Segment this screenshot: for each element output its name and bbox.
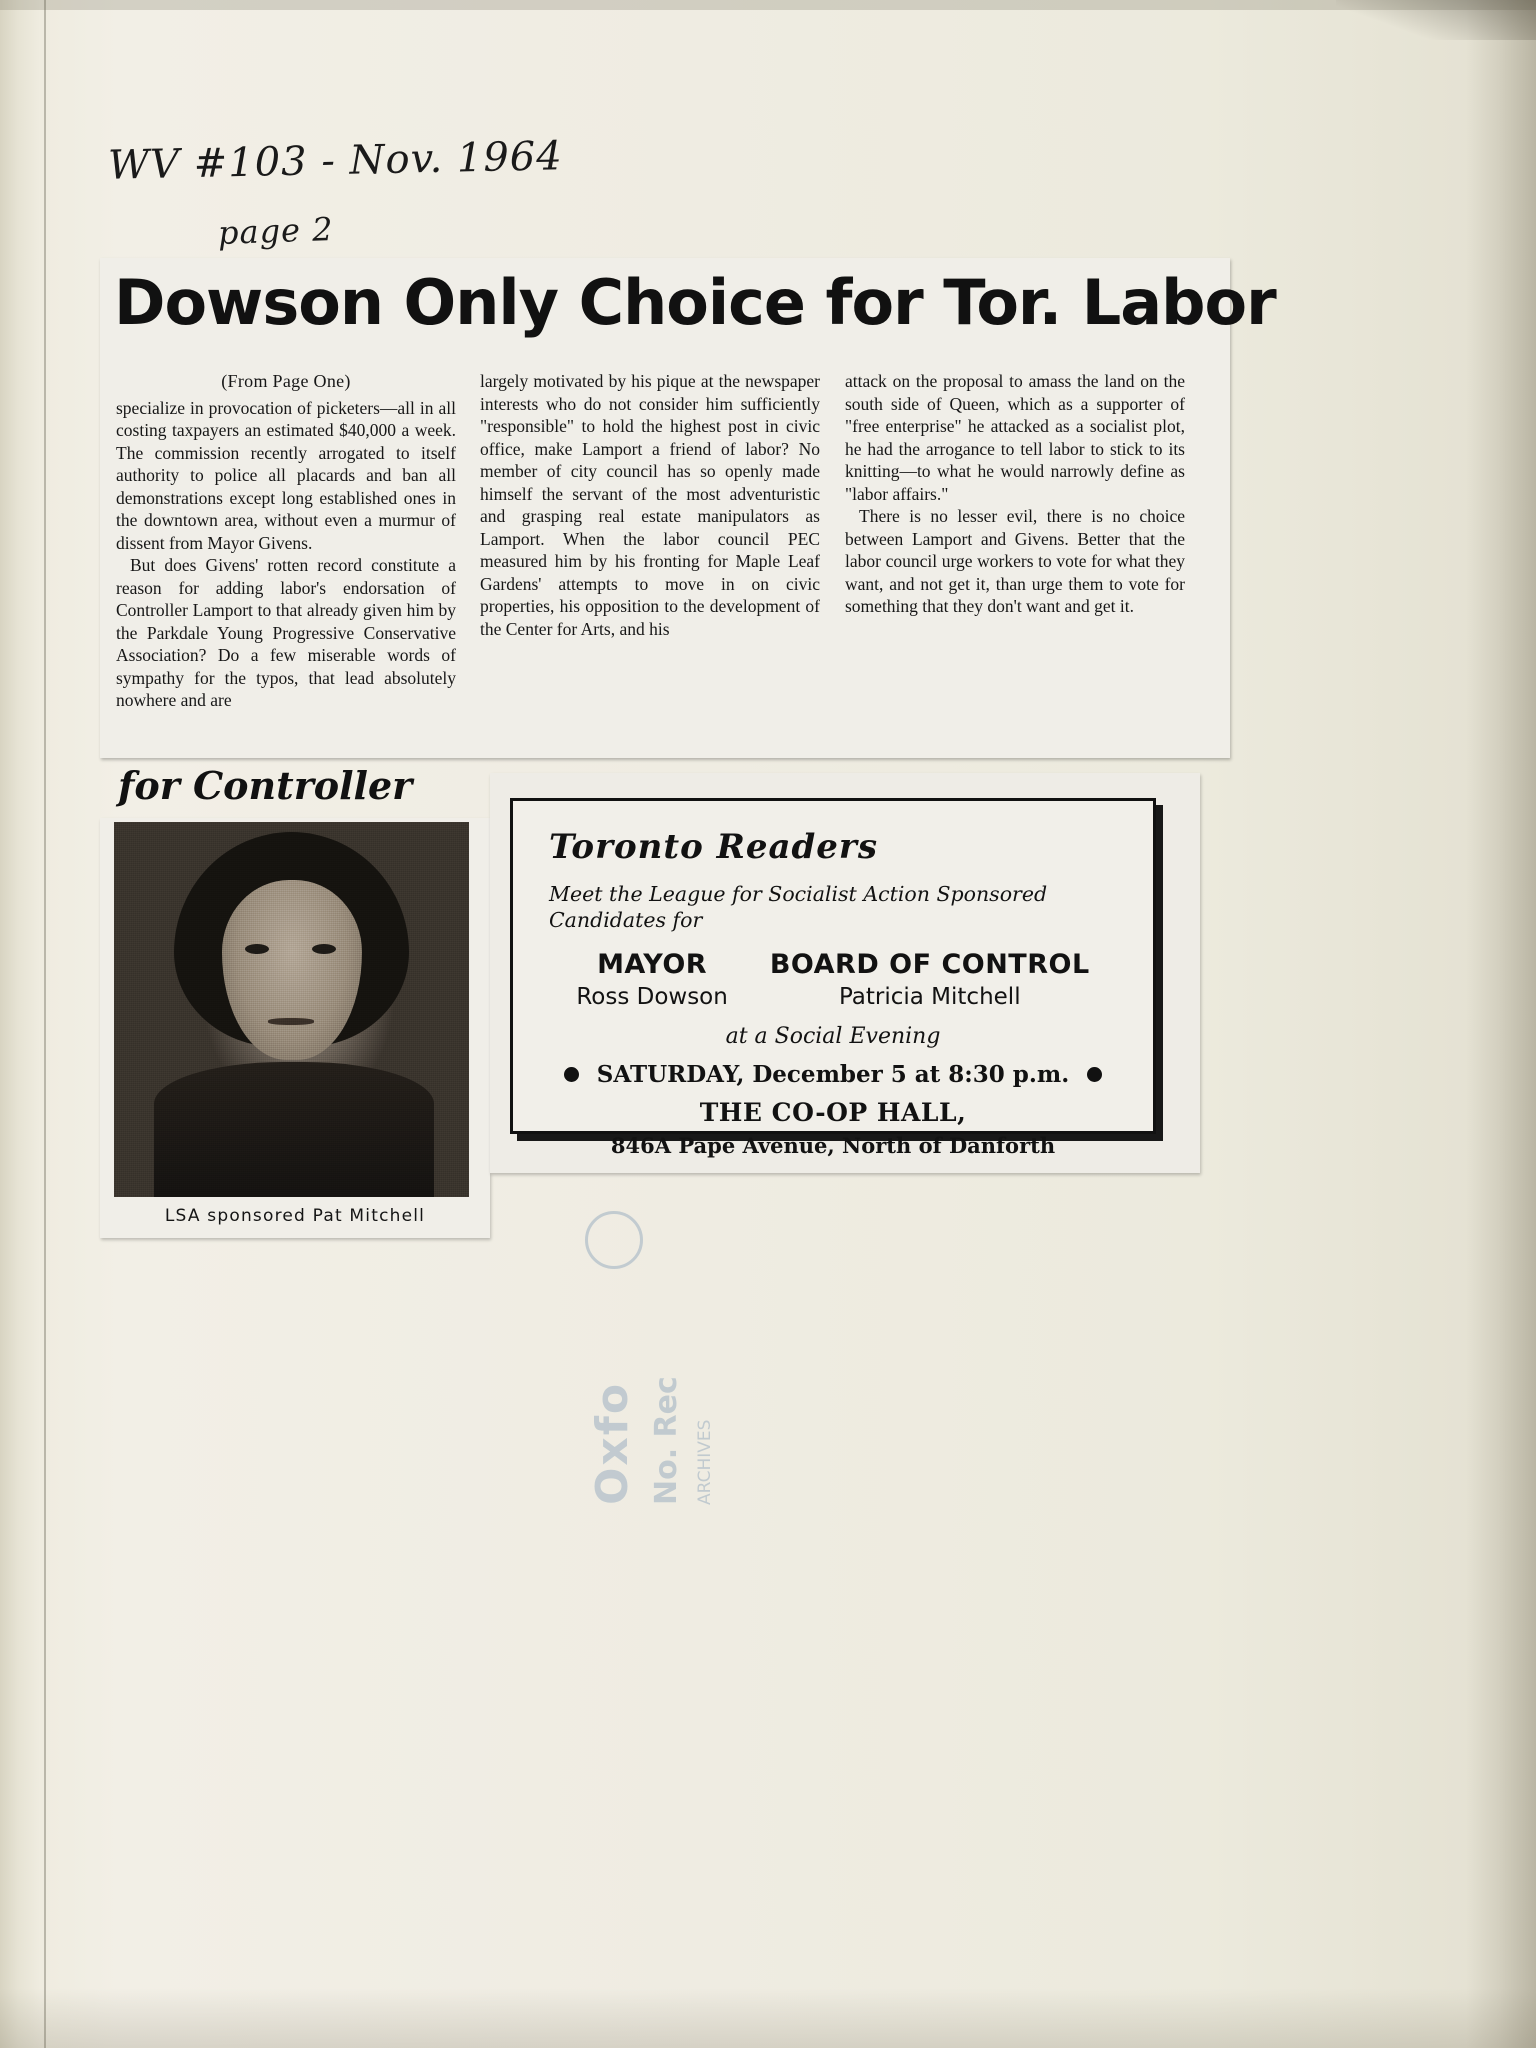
ad-date-line: SATURDAY, December 5 at 8:30 p.m. (596, 1061, 1070, 1088)
ad-office-title-mayor: MAYOR (597, 949, 708, 980)
ad-office-title-board: BOARD OF CONTROL (769, 949, 1090, 980)
page-bottom-shadow (0, 1988, 1536, 2048)
page-binding-edge (44, 0, 46, 2048)
ad-candidate-name-board: Patricia Mitchell (838, 984, 1021, 1010)
portrait-photo-block (100, 818, 490, 1238)
newspaper-clipping (100, 258, 1276, 1238)
ad-candidate-mayor (576, 949, 728, 1010)
column-3-paragraph-2: There is no lesser evil, there is no choice between Lamport and Givens. Better that the labor council urge workers to vote for what they want, and not get it, than urge them to vote for something that they don't want and get it. (845, 506, 1185, 616)
article-column-1 (116, 370, 456, 712)
advertisement-clipping (490, 773, 1200, 1173)
page-right-shadow (1466, 0, 1536, 2048)
column-1-paragraph-2: But does Givens' rotten record constitute a reason for adding labor's endorsation of Controller Lamport to that already given him by the Parkdale Young Progressive Conservative Association? Do a few miserable words of sympathy for the typos, that lead absolutely nowhere and are (116, 555, 456, 710)
portrait-photo (114, 822, 469, 1197)
ad-social-line: at a Social Evening (725, 1024, 941, 1049)
column-2-paragraph-1: largely motivated by his pique at the newspaper interests who do not consider him sufficiently "responsible" to hold the highest post in civic office, make Lamport a friend of labor? No member of city council has so openly made himself the servant of the most adventuristic and grasping real estate manipulators as Lamport. When the labor council PEC measured him by his fronting for Maple Leaf Gardens' attempts to move in on civic properties, his opposition to the development of the Center for Arts, and his (480, 371, 820, 639)
article-column-2 (480, 370, 820, 640)
column-3-paragraph-1: attack on the proposal to amass the land on the south side of Queen, which as a supporter of "free enterprise" he attacked as a socialist plot, he had the arrogance to tell labor to stick to its knitting—to what he would narrowly define as "labor affairs." (845, 371, 1185, 504)
ad-address: 846A Pape Avenue, North of Danforth (610, 1133, 1056, 1158)
archive-stamp-line-3: ARCHIVES (695, 1419, 715, 1505)
archive-stamp-line-2: No. Rec (649, 1376, 684, 1505)
column-1-paragraph-1: specialize in provocation of picketers—all in all costing taxpayers an estimated $40,000 a week. The commission recently arrogated to itself authority to police all placards and ban all demonstrations except long established ones in the downtown area, without even a murmur of dissent from Mayor Givens. (116, 397, 456, 553)
page-top-edge (0, 0, 1536, 10)
advertisement-box (510, 798, 1156, 1158)
ad-candidates (513, 949, 1153, 1010)
ad-date-row (513, 1061, 1153, 1088)
photo-caption: LSA sponsored Pat Mitchell (164, 1206, 426, 1226)
handwritten-page-note: page 2 (217, 209, 335, 253)
ad-candidate-name-mayor: Ross Dowson (576, 984, 728, 1010)
article-headline: Dowson Only Choice for Tor. Labor (114, 266, 1276, 339)
ad-venue: THE CO-OP HALL, (699, 1098, 967, 1127)
ad-subtitle: Meet the League for Socialist Action Sponsored Candidates for (549, 882, 1048, 932)
ad-title: Toronto Readers (549, 827, 878, 867)
article-column-3 (845, 370, 1185, 618)
halftone-grain-overlay (114, 822, 469, 1197)
clipping-article-area (100, 258, 1276, 758)
bullet-dot-right-icon (1087, 1067, 1102, 1082)
archive-stamp-line-1: Oxfo (587, 1381, 638, 1505)
section-heading-for-controller: for Controller (118, 763, 413, 808)
column-1-header: (From Page One) (221, 371, 351, 391)
bullet-dot-left-icon (564, 1067, 579, 1082)
ad-candidate-board-of-control (770, 949, 1090, 1010)
handwritten-issue-note: WV #103 - Nov. 1964 (107, 133, 564, 189)
